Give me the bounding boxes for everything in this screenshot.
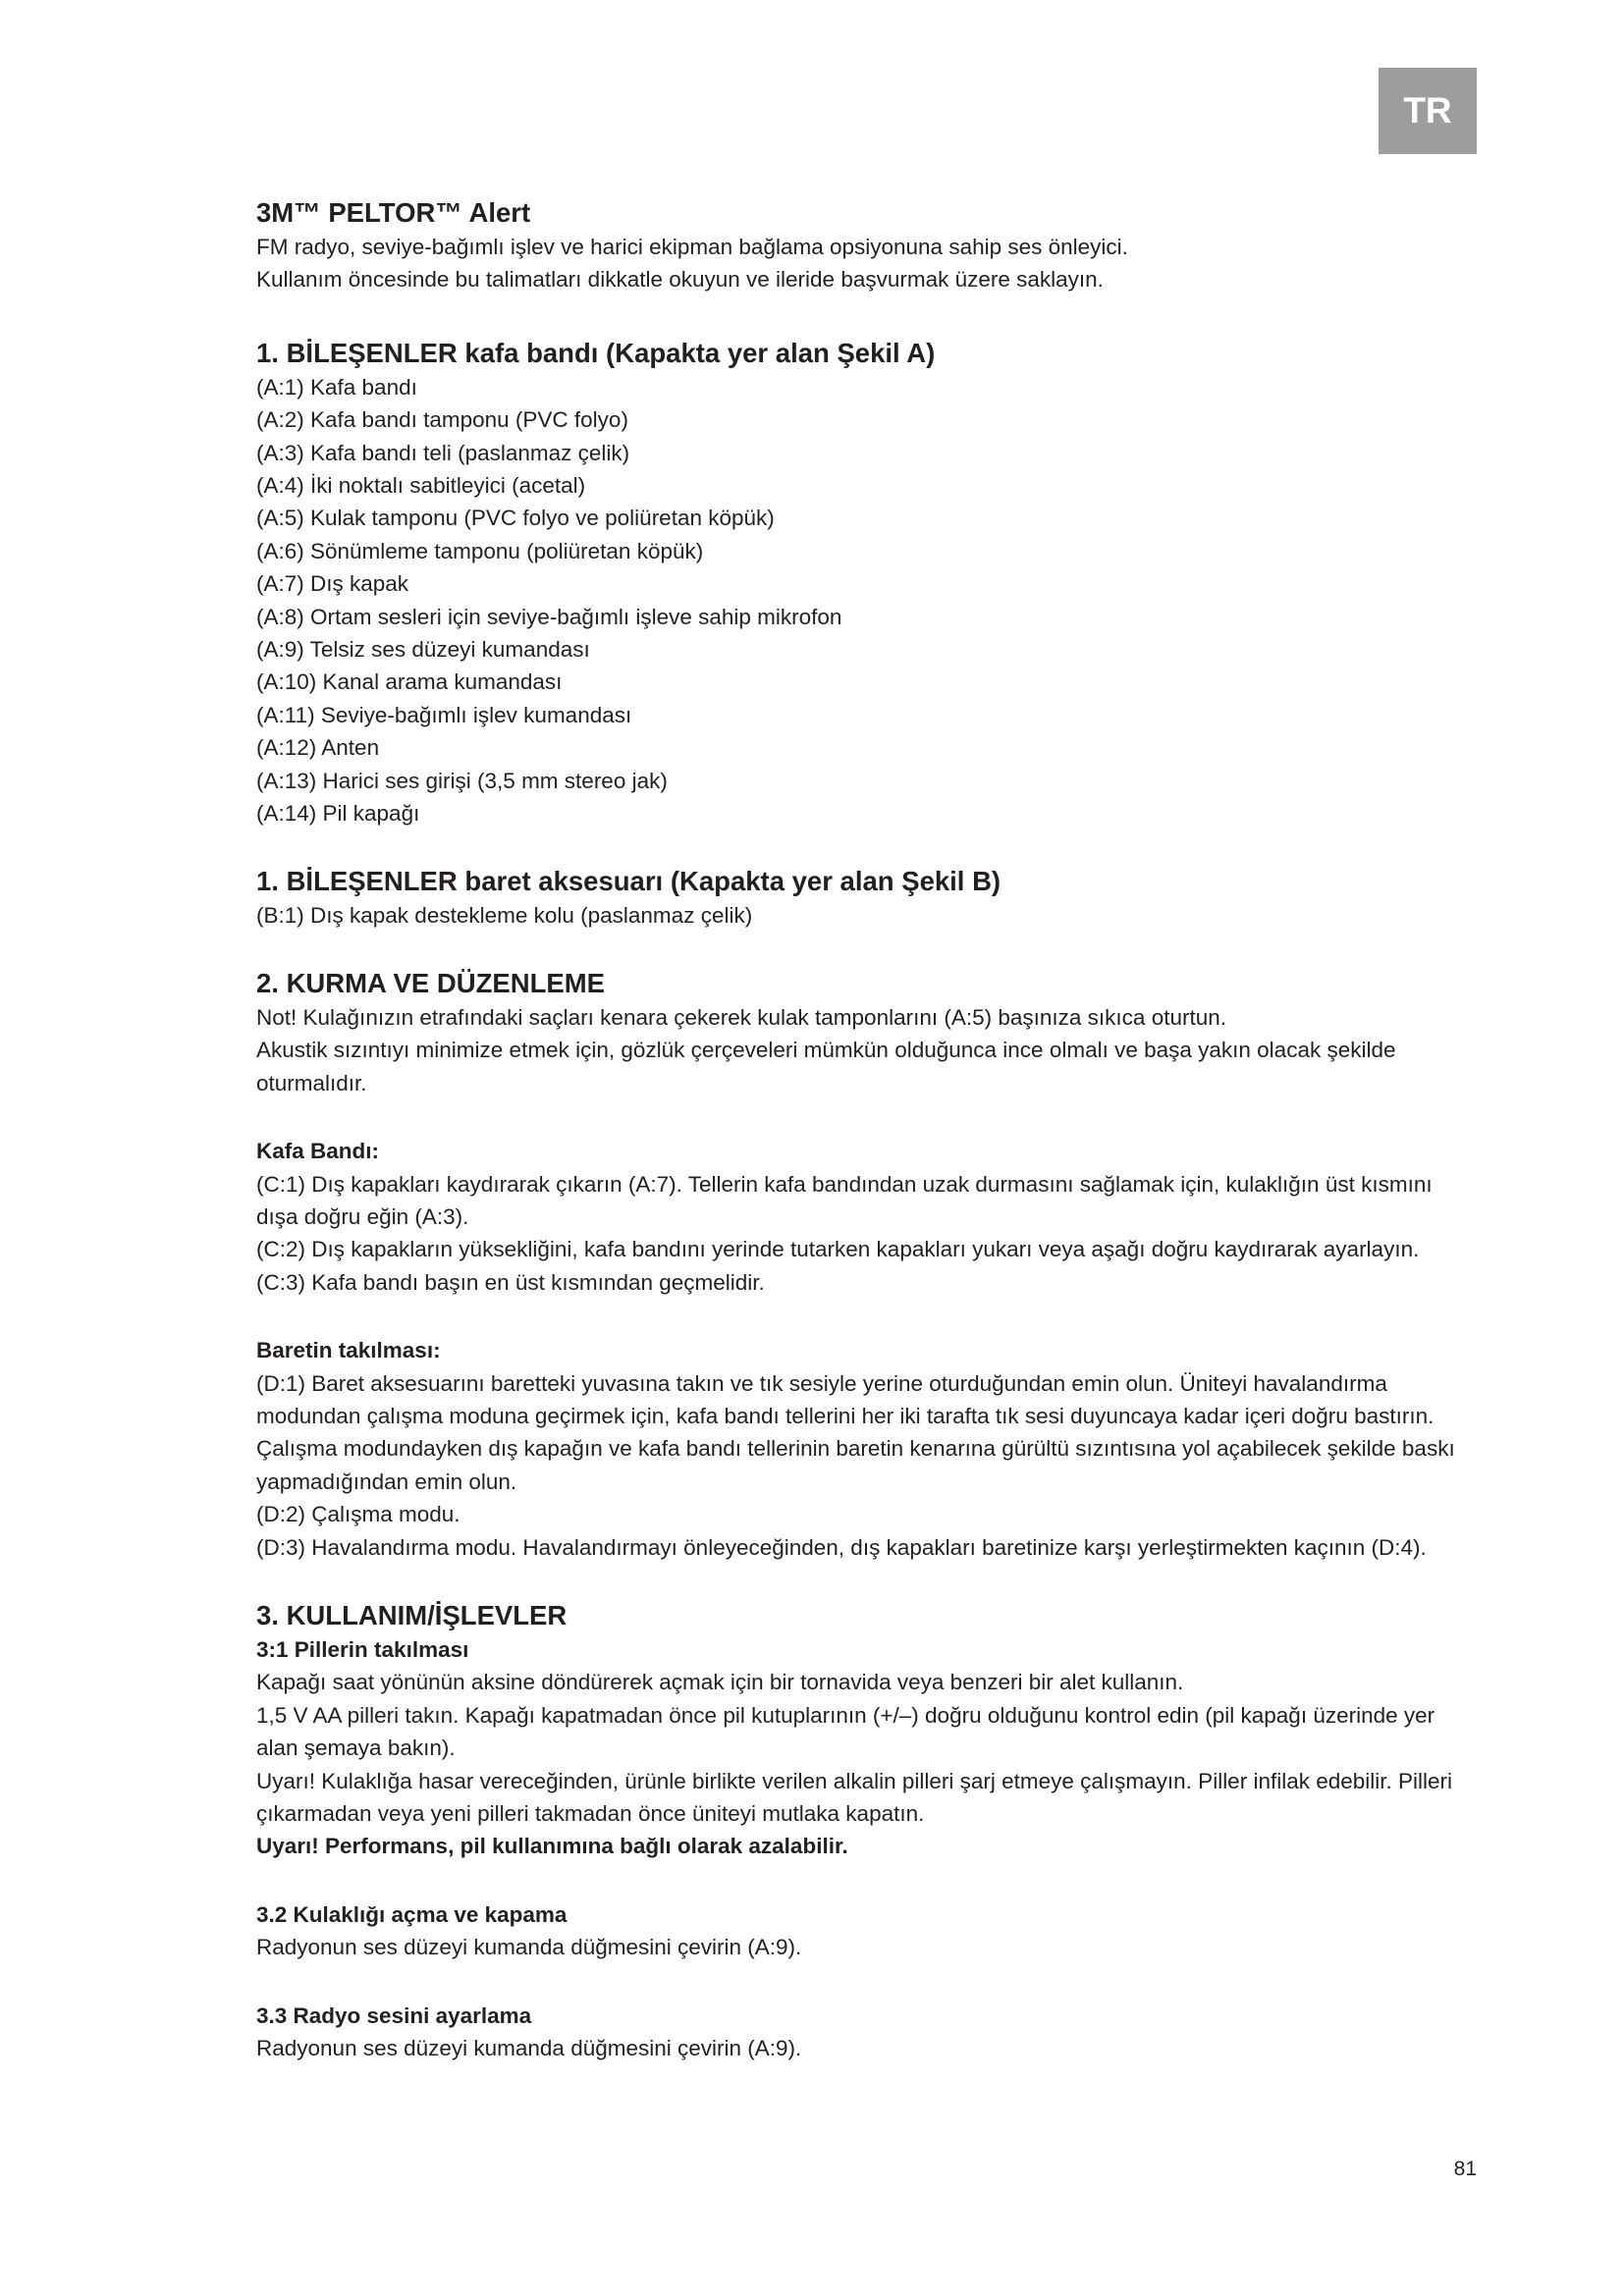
fitting-note (256, 1001, 1479, 1034)
text-line: (D:2) Çalışma modu. (256, 1502, 460, 1527)
section-heading-components-headband: 1. BİLEŞENLER kafa bandı (Kapakta yer alan Şekil A) (256, 337, 936, 368)
component-item-a5: (A:5) Kulak tamponu (PVC folyo ve poliüretan köpük) (256, 506, 775, 531)
text-line: Kapağı saat yönünün aksine döndürerek açmak için bir tornavida veya benzeri bir alet kullanın. (256, 1670, 1184, 1695)
step-d3 (256, 1531, 1479, 1564)
text-line: (D:3) Havalandırma modu. Havalandırmayı önleyeceğinden, dış kapakları baretinize karşı yerleştirmekten kaçının (D:4). (256, 1534, 1427, 1560)
step-c2 (256, 1233, 1479, 1265)
volume-text: Radyonun ses düzeyi kumanda düğmesini çevirin (A:9). (256, 2036, 802, 2061)
component-item-a3: (A:3) Kafa bandı teli (paslanmaz çelik) (256, 440, 630, 465)
component-item-a11: (A:11) Seviye-bağımlı işlev kumandası (256, 702, 632, 727)
step-d2 (256, 1498, 1479, 1530)
component-item-a4: (A:4) İki noktalı sabitleyici (acetal) (256, 473, 586, 499)
section-heading-fitting: 2. KURMA VE DÜZENLEME (256, 967, 605, 998)
subheading-power: 3.2 Kulaklığı açma ve kapama (256, 1901, 568, 1927)
battery-paragraph-2 (256, 1699, 1479, 1765)
component-item-a13: (A:13) Harici ses girişi (3,5 mm stereo jak) (256, 768, 668, 793)
step-c3 (256, 1266, 1479, 1299)
component-item-a10: (A:10) Kanal arama kumandası (256, 669, 563, 695)
text-line: Uyarı! Kulaklığa hasar vereceğinden, ürünle birlikte verilen alkalin pilleri şarj etmeye çalışmayın. Piller infilak edebilir. Pilleri (256, 1768, 1453, 1793)
text-line: (C:2) Dış kapakların yüksekliğini, kafa bandını yerinde tutarken kapakları yukarı veya aşağı doğru kaydırarak ayarlayın. (256, 1237, 1420, 1262)
component-list-headband (256, 371, 1479, 830)
section-heading-usage: 3. KULLANIM/İŞLEVLER (256, 1600, 568, 1630)
text-line: (C:1) Dış kapakları kaydırarak çıkarın (A:7). Tellerin kafa bandından uzak durmasını sağlamak için, kulaklığın üst kısmını (256, 1171, 1433, 1197)
intro-line: FM radyo, seviye-bağımlı işlev ve harici ekipman bağlama opsiyonuna sahip ses önleyici. (256, 235, 1128, 259)
text-line: alan şemaya bakın). (256, 1735, 456, 1761)
text-line: Not! Kulağınızın etrafındaki saçları kenara çekerek kulak tamponlarını (A:5) başınıza sıkıca oturtun. (256, 1004, 1226, 1030)
component-item-a9: (A:9) Telsiz ses düzeyi kumandası (256, 637, 590, 663)
product-title: 3M™ PELTOR™ Alert (256, 197, 531, 228)
component-item-a2: (A:2) Kafa bandı tamponu (PVC folyo) (256, 407, 628, 433)
battery-performance-warning: Uyarı! Performans, pil kullanımına bağlı olarak azalabilir. (256, 1834, 848, 1859)
section-heading-components-helmet: 1. BİLEŞENLER baret aksesuarı (Kapakta yer alan Şekil B) (256, 865, 1001, 896)
text-line: (D:1) Baret aksesuarını baretteki yuvasına takın ve tık sesiyle yerine oturduğundan emin olun. Üniteyi havalandırma (256, 1370, 1387, 1396)
text-line: çıkarmadan veya yeni pilleri takmadan önce üniteyi mutlaka kapatın. (256, 1801, 925, 1827)
subheading-batteries: 3:1 Pillerin takılması (256, 1637, 469, 1662)
step-c1 (256, 1168, 1479, 1234)
text-line: 1,5 V AA pilleri takın. Kapağı kapatmadan önce pil kutuplarının (+/–) doğru olduğunu kontrol edin (pil kapağı üzerinde yer (256, 1702, 1435, 1728)
step-d1 (256, 1367, 1479, 1499)
component-item-a6: (A:6) Sönümleme tamponu (poliüretan köpük) (256, 538, 704, 563)
component-item-a8: (A:8) Ortam sesleri için seviye-bağımlı işleve sahip mikrofon (256, 604, 842, 629)
text-line: Çalışma modundayken dış kapağın ve kafa bandı tellerinin baretin kenarına gürültü sızıntısına yol açabilecek şekilde baskı (256, 1436, 1455, 1462)
component-item-a12: (A:12) Anten (256, 735, 380, 761)
subheading-volume: 3.3 Radyo sesini ayarlama (256, 2002, 532, 2028)
language-tab-label: TR (1403, 90, 1452, 131)
page-number: 81 (1453, 2158, 1477, 2180)
language-tab (1379, 68, 1477, 154)
component-list-helmet (256, 899, 1479, 932)
subheading-helmet-mounting: Baretin takılması: (256, 1338, 441, 1363)
text-line: oturmalıdır. (256, 1070, 367, 1095)
component-item-a7: (A:7) Dış kapak (256, 571, 409, 597)
battery-paragraph-1 (256, 1666, 1479, 1698)
intro-line: Kullanım öncesinde bu talimatları dikkatle okuyun ve ileride başvurmak üzere saklayın. (256, 267, 1104, 293)
text-line: Akustik sızıntıyı minimize etmek için, gözlük çerçeveleri mümkün olduğunca ince olmalı ve başa yakın olacak şekilde (256, 1038, 1396, 1063)
text-line: modundan çalışma moduna geçirmek için, kafa bandı tellerini her iki tarafta tık sesi duyuncaya kadar içeri doğru bastırın. (256, 1403, 1435, 1428)
power-text: Radyonun ses düzeyi kumanda düğmesini çevirin (A:9). (256, 1935, 802, 1960)
component-item-b1: (B:1) Dış kapak destekleme kolu (paslanmaz çelik) (256, 902, 753, 928)
battery-paragraph-3 (256, 1765, 1479, 1831)
content-column (256, 198, 1479, 2064)
subheading-headband: Kafa Bandı: (256, 1139, 380, 1164)
text-line: yapmadığından emin olun. (256, 1468, 517, 1494)
text-line: (C:3) Kafa bandı başın en üst kısmından geçmelidir. (256, 1269, 765, 1295)
component-item-a1: (A:1) Kafa bandı (256, 374, 417, 400)
fitting-note-acoustic (256, 1034, 1479, 1099)
component-item-a14: (A:14) Pil kapağı (256, 801, 420, 827)
text-line: dışa doğru eğin (A:3). (256, 1203, 469, 1229)
